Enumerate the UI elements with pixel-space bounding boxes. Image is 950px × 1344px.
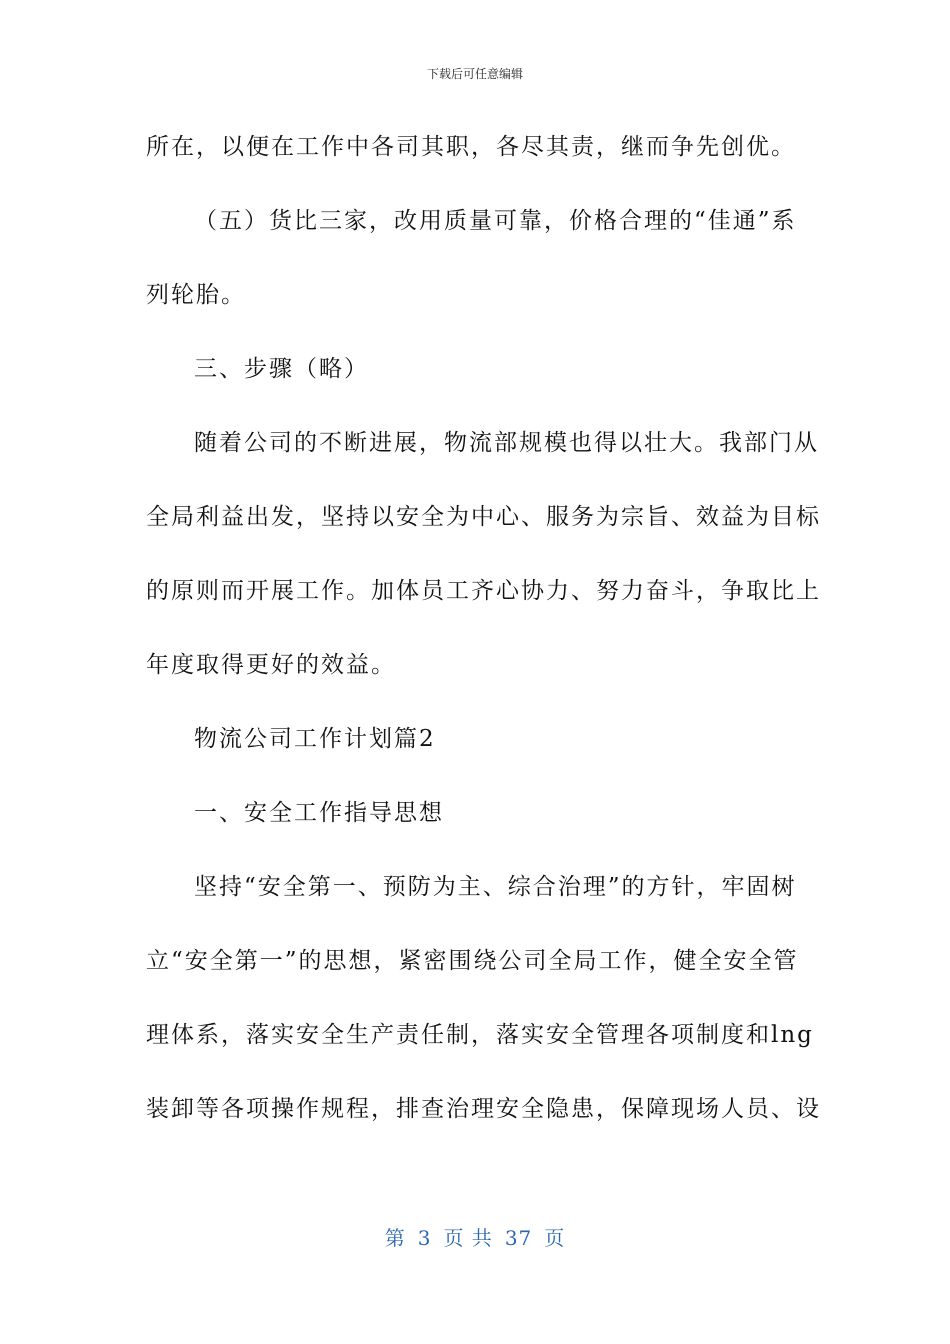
section-heading-steps: 三、步骤（略） [194,356,369,382]
footer-prefix: 第 [384,1226,406,1250]
body-line-2: （五）货比三家，改用质量可靠，价格合理的“佳通”系 [194,208,797,234]
body-line-7: 的原则而开展工作。加体员工齐心协力、努力奋斗，争取比上 [146,578,821,604]
page-footer [0,1224,950,1252]
body-line-12: 立“安全第一”的思想，紧密围绕公司全局工作，健全安全管 [146,948,799,974]
body-line-1: 所在，以便在工作中各司其职，各尽其责，继而争先创优。 [146,134,796,160]
footer-middle: 页 共 [443,1226,493,1250]
footer-page-number: 3 [417,1226,432,1250]
body-line-8: 年度取得更好的效益。 [146,652,396,678]
footer-suffix: 页 [544,1226,566,1250]
body-line-5: 随着公司的不断进展，物流部规模也得以壮大。我部门从 [194,430,819,456]
body-line-13: 理体系，落实安全生产责任制，落实安全管理各项制度和lng [146,1022,814,1048]
body-line-11: 坚持“安全第一、预防为主、综合治理”的方针，牢固树 [194,874,797,900]
footer-total-pages: 37 [504,1226,533,1250]
section-heading-safety: 一、安全工作指导思想 [194,800,444,826]
article-title: 物流公司工作计划篇2 [194,726,436,752]
page-header: 下载后可任意编辑 [426,67,523,81]
document-body [146,110,821,1146]
body-line-14: 装卸等各项操作规程，排查治理安全隐患，保障现场人员、设 [146,1096,821,1122]
body-line-3: 列轮胎。 [146,282,246,308]
body-line-6: 全局利益出发，坚持以安全为中心、服务为宗旨、效益为目标 [146,504,821,530]
